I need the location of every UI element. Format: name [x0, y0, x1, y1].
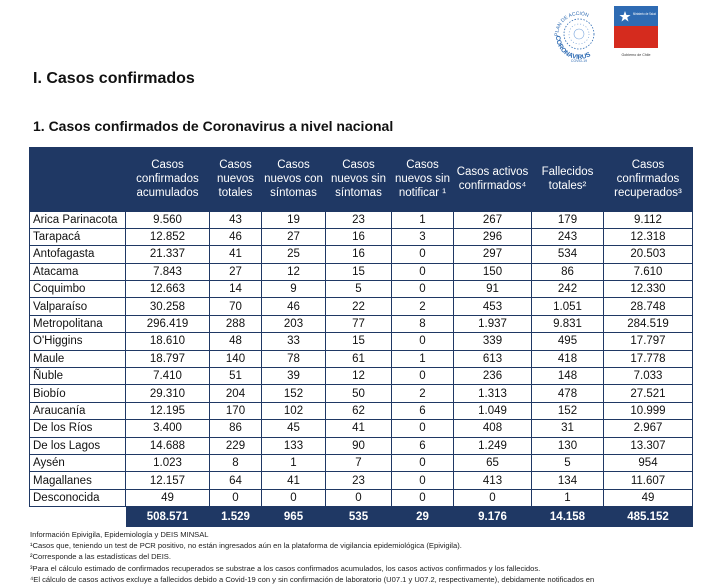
region-name: Maule	[30, 350, 126, 367]
column-header: Casos nuevos sin síntomas	[326, 147, 392, 211]
table-cell: 6	[392, 437, 454, 454]
table-cell: 21.337	[126, 246, 210, 263]
region-name: Antofagasta	[30, 246, 126, 263]
table-cell: 0	[392, 368, 454, 385]
table-cell: 150	[454, 263, 532, 280]
logo-sub-text: COVID-19	[570, 59, 588, 63]
table-cell: 90	[326, 437, 392, 454]
table-cell: 50	[326, 385, 392, 402]
table-cell: 25	[262, 246, 326, 263]
table-cell: 7	[326, 454, 392, 471]
table-cell: 12.663	[126, 281, 210, 298]
total-cell: 508.571	[126, 507, 210, 527]
table-cell: 152	[262, 385, 326, 402]
table-row	[30, 350, 693, 367]
total-cell: 9.176	[454, 507, 532, 527]
table-cell: 1	[532, 489, 604, 506]
table-cell: 13.307	[604, 437, 693, 454]
table-cell: 33	[262, 333, 326, 350]
table-cell: 1	[262, 454, 326, 471]
table-cell: 48	[210, 333, 262, 350]
table-cell: 9.831	[532, 315, 604, 332]
table-cell: 41	[326, 420, 392, 437]
table-cell: 7.033	[604, 368, 693, 385]
table-cell: 1.937	[454, 315, 532, 332]
table-cell: 478	[532, 385, 604, 402]
minsal-gov-text: Gobierno de Chile	[621, 53, 651, 57]
table-cell: 0	[262, 489, 326, 506]
table-cell: 19	[262, 211, 326, 228]
table-cell: 41	[262, 472, 326, 489]
total-cell: 965	[262, 507, 326, 527]
table-cell: 27.521	[604, 385, 693, 402]
table-cell: 49	[604, 489, 693, 506]
table-cell: 1.049	[454, 402, 532, 419]
table-cell: 77	[326, 315, 392, 332]
column-header: Casos nuevos totales	[210, 147, 262, 211]
region-name: Arica Parinacota	[30, 211, 126, 228]
footnote-line: ³Para el cálculo estimado de confirmados recuperados se substrae a los casos confirmados acumulados, los casos activos confirmados y los fallecidos.	[30, 563, 541, 573]
table-cell: 0	[392, 454, 454, 471]
table-cell: 45	[262, 420, 326, 437]
table-row	[30, 246, 693, 263]
table-cell: 130	[532, 437, 604, 454]
table-cell: 236	[454, 368, 532, 385]
table-cell: 1.249	[454, 437, 532, 454]
table-cell: 495	[532, 333, 604, 350]
table-cell: 453	[454, 298, 532, 315]
table-cell: 18.610	[126, 333, 210, 350]
table-cell: 284.519	[604, 315, 693, 332]
table-cell: 2.967	[604, 420, 693, 437]
table-cell: 15	[326, 333, 392, 350]
table-cell: 43	[210, 211, 262, 228]
table-cell: 23	[326, 472, 392, 489]
table-row	[30, 472, 693, 489]
table-cell: 11.607	[604, 472, 693, 489]
table-cell: 613	[454, 350, 532, 367]
table-cell: 152	[532, 402, 604, 419]
table-cell: 5	[532, 454, 604, 471]
table-cell: 39	[262, 368, 326, 385]
table-cell: 14.688	[126, 437, 210, 454]
table-cell: 41	[210, 246, 262, 263]
table-row	[30, 385, 693, 402]
column-header: Casos activos confirmados⁴	[454, 147, 532, 211]
table-cell: 102	[262, 402, 326, 419]
table-cell: 12	[262, 263, 326, 280]
table-cell: 70	[210, 298, 262, 315]
table-row	[30, 228, 693, 245]
table-row	[30, 281, 693, 298]
total-cell: 14.158	[532, 507, 604, 527]
table-cell: 51	[210, 368, 262, 385]
table-cell: 0	[454, 489, 532, 506]
region-name: Valparaíso	[30, 298, 126, 315]
column-header: Casos nuevos con síntomas	[262, 147, 326, 211]
table-cell: 8	[392, 315, 454, 332]
region-name: De los Ríos	[30, 420, 126, 437]
table-cell: 46	[262, 298, 326, 315]
column-header: Fallecidos totales²	[532, 147, 604, 211]
table-cell: 46	[210, 228, 262, 245]
table-cell: 339	[454, 333, 532, 350]
region-name: Magallanes	[30, 472, 126, 489]
table-row	[30, 368, 693, 385]
table-cell: 134	[532, 472, 604, 489]
table-row	[30, 298, 693, 315]
table-cell: 1	[392, 211, 454, 228]
total-cell: 1.529	[210, 507, 262, 527]
ministerio-de-salud-logo	[614, 6, 658, 60]
table-cell: 65	[454, 454, 532, 471]
table-cell: 27	[262, 228, 326, 245]
region-name: Coquimbo	[30, 281, 126, 298]
table-cell: 297	[454, 246, 532, 263]
table-cell: 86	[532, 263, 604, 280]
table-row	[30, 489, 693, 506]
table-cell: 30.258	[126, 298, 210, 315]
table-cell: 8	[210, 454, 262, 471]
table-row	[30, 437, 693, 454]
table-cell: 0	[392, 333, 454, 350]
totals-row	[30, 507, 693, 527]
table-cell: 16	[326, 246, 392, 263]
table-header-row	[30, 147, 693, 211]
table-cell: 0	[392, 472, 454, 489]
table-cell: 0	[392, 263, 454, 280]
table-cell: 64	[210, 472, 262, 489]
table-cell: 0	[392, 420, 454, 437]
table-cell: 22	[326, 298, 392, 315]
table-cell: 86	[210, 420, 262, 437]
table-cell: 15	[326, 263, 392, 280]
table-cell: 5	[326, 281, 392, 298]
table-cell: 267	[454, 211, 532, 228]
region-name: Biobío	[30, 385, 126, 402]
column-header: Casos confirmados recuperados³	[604, 147, 693, 211]
total-cell: 29	[392, 507, 454, 527]
table-cell: 3.400	[126, 420, 210, 437]
region-name: Aysén	[30, 454, 126, 471]
table-cell: 1.051	[532, 298, 604, 315]
table-cell: 288	[210, 315, 262, 332]
table-cell: 229	[210, 437, 262, 454]
table-cell: 170	[210, 402, 262, 419]
table-cell: 62	[326, 402, 392, 419]
footnote-line: ¹Casos que, teniendo un test de PCR positivo, no están ingresados aún en la plataforma de vigilancia epidemiológica (Epivigila).	[30, 541, 462, 551]
table-cell: 17.778	[604, 350, 693, 367]
table-cell: 296.419	[126, 315, 210, 332]
cases-table	[29, 147, 693, 527]
table-cell: 12	[326, 368, 392, 385]
table-cell: 0	[392, 281, 454, 298]
table-cell: 17.797	[604, 333, 693, 350]
total-cell: 535	[326, 507, 392, 527]
table-cell: 418	[532, 350, 604, 367]
table-cell: 20.503	[604, 246, 693, 263]
logo-arc-text: PLAN DE ACCIÓN	[553, 10, 590, 37]
table-cell: 27	[210, 263, 262, 280]
table-row	[30, 211, 693, 228]
table-cell: 140	[210, 350, 262, 367]
table-row	[30, 420, 693, 437]
table-cell: 148	[532, 368, 604, 385]
plan-de-accion-coronavirus-logo	[548, 6, 610, 64]
table-cell: 1.313	[454, 385, 532, 402]
table-cell: 7.410	[126, 368, 210, 385]
table-cell: 0	[392, 246, 454, 263]
table-cell: 10.999	[604, 402, 693, 419]
table-cell: 9.560	[126, 211, 210, 228]
table-cell: 413	[454, 472, 532, 489]
table-cell: 16	[326, 228, 392, 245]
region-name: O'Higgins	[30, 333, 126, 350]
region-name: Metropolitana	[30, 315, 126, 332]
footnote-line: ⁴El cálculo de casos activos excluye a fallecidos debido a Covid-19 con y sin confirmación de laboratorio (U07.1 y U07.2, respectivamente), debidamente notificados en	[30, 574, 595, 584]
table-cell: 18.797	[126, 350, 210, 367]
table-row	[30, 402, 693, 419]
totals-blank-cell	[30, 507, 126, 527]
region-name: Atacama	[30, 263, 126, 280]
table-cell: 1	[392, 350, 454, 367]
column-header: Casos nuevos sin notificar ¹	[392, 147, 454, 211]
table-cell: 203	[262, 315, 326, 332]
table-cell: 7.843	[126, 263, 210, 280]
table-cell: 29.310	[126, 385, 210, 402]
table-row	[30, 333, 693, 350]
table-cell: 3	[392, 228, 454, 245]
table-cell: 179	[532, 211, 604, 228]
table-cell: 204	[210, 385, 262, 402]
footnote-line: Información Epivigila, Epidemiología y DEIS MINSAL	[30, 530, 209, 539]
table-cell: 61	[326, 350, 392, 367]
table-cell: 12.330	[604, 281, 693, 298]
table-cell: 408	[454, 420, 532, 437]
table-cell: 49	[126, 489, 210, 506]
table-cell: 78	[262, 350, 326, 367]
footnote-line: ²Corresponde a las estadísticas del DEIS.	[30, 552, 171, 562]
table-cell: 23	[326, 211, 392, 228]
minsal-ministry-text: Ministerio de Salud	[633, 11, 656, 16]
table-cell: 31	[532, 420, 604, 437]
table-cell: 296	[454, 228, 532, 245]
table-cell: 1.023	[126, 454, 210, 471]
table-row	[30, 315, 693, 332]
table-cell: 2	[392, 385, 454, 402]
table-cell: 0	[210, 489, 262, 506]
region-name: Araucanía	[30, 402, 126, 419]
svg-text:PLAN DE ACCIÓN	[554, 10, 590, 36]
svg-text:CORONAVIRUS	[554, 35, 593, 61]
footnotes	[30, 529, 710, 585]
table-cell: 91	[454, 281, 532, 298]
table-cell: 9.112	[604, 211, 693, 228]
table-cell: 12.195	[126, 402, 210, 419]
region-name: Desconocida	[30, 489, 126, 506]
region-name: Tarapacá	[30, 228, 126, 245]
table-cell: 14	[210, 281, 262, 298]
table-cell: 242	[532, 281, 604, 298]
logo-main-text: CORONAVIRUS	[553, 35, 592, 62]
column-header	[30, 147, 126, 211]
table-cell: 12.852	[126, 228, 210, 245]
table-cell: 7.610	[604, 263, 693, 280]
table-title: 1. Casos confirmados de Coronavirus a nivel nacional	[33, 118, 394, 134]
table-cell: 534	[532, 246, 604, 263]
table-cell: 6	[392, 402, 454, 419]
table-row	[30, 263, 693, 280]
table-cell: 12.157	[126, 472, 210, 489]
region-name: De los Lagos	[30, 437, 126, 454]
total-cell: 485.152	[604, 507, 693, 527]
table-cell: 12.318	[604, 228, 693, 245]
region-name: Ñuble	[30, 368, 126, 385]
table-cell: 0	[326, 489, 392, 506]
table-cell: 9	[262, 281, 326, 298]
table-cell: 2	[392, 298, 454, 315]
table-cell: 28.748	[604, 298, 693, 315]
table-row	[30, 454, 693, 471]
column-header: Casos confirmados acumulados	[126, 147, 210, 211]
section-title: I. Casos confirmados	[33, 70, 195, 87]
table-cell: 243	[532, 228, 604, 245]
table-cell: 954	[604, 454, 693, 471]
table-cell: 133	[262, 437, 326, 454]
table-cell: 0	[392, 489, 454, 506]
